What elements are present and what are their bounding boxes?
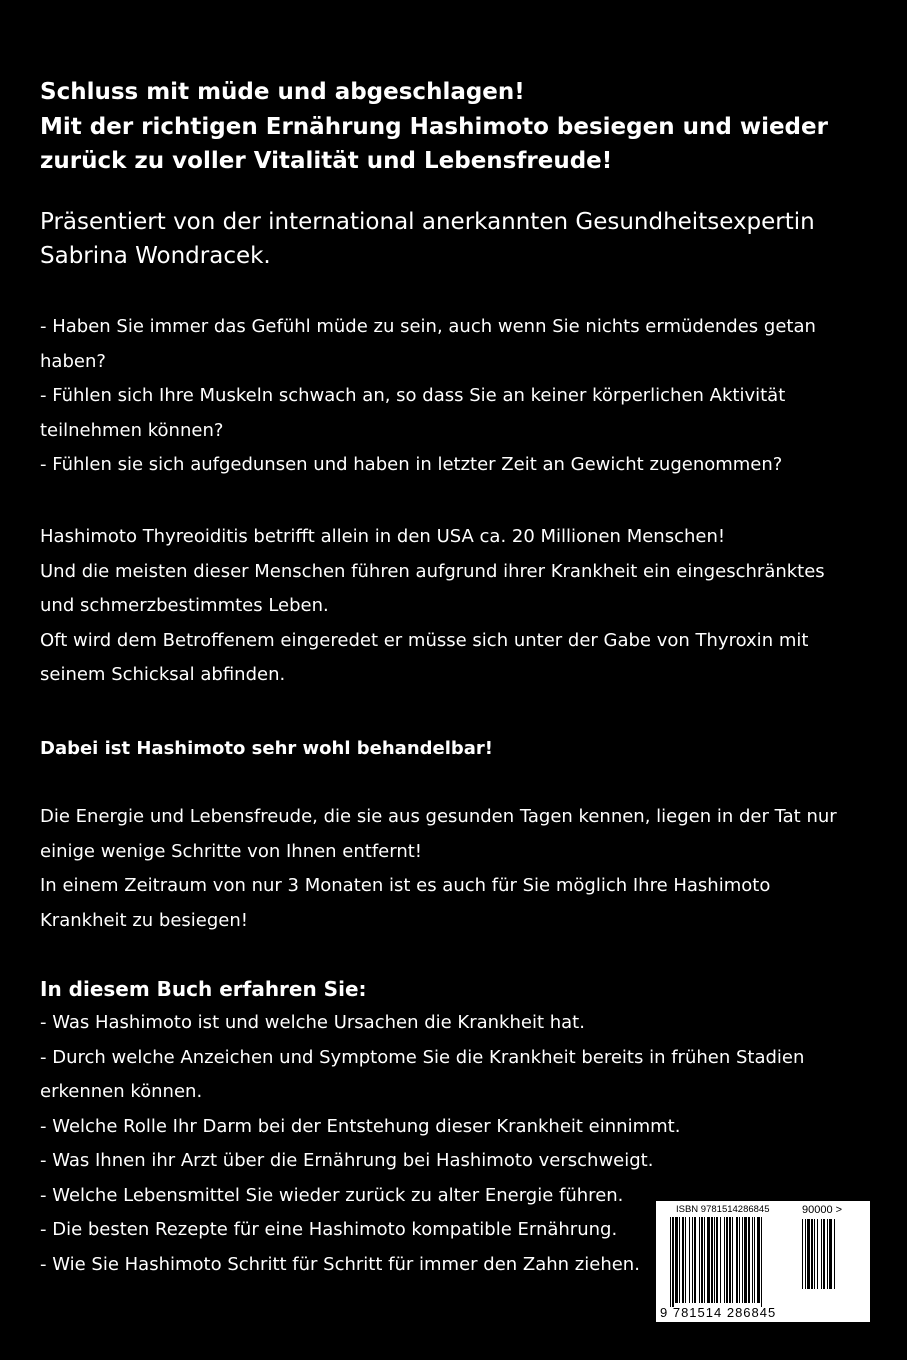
barcode-bar bbox=[807, 1219, 810, 1289]
barcode-bar bbox=[692, 1217, 693, 1303]
barcode-bar bbox=[817, 1219, 818, 1289]
barcode-bar bbox=[682, 1217, 684, 1303]
barcode-bar bbox=[701, 1217, 703, 1303]
question-line: - Fühlen sie sich aufgedunsen und haben in letzter Zeit an Gewicht zugenommen? bbox=[40, 454, 783, 475]
facts-line: seinem Schicksal abfinden. bbox=[40, 664, 286, 685]
barcode-bar bbox=[699, 1217, 700, 1303]
book-bullet: - Wie Sie Hashimoto Schritt für Schritt für immer den Zahn ziehen. bbox=[40, 1253, 640, 1275]
book-bullet: - Welche Lebensmittel Sie wieder zurück zu alter Energie führen. bbox=[40, 1184, 624, 1206]
facts-line: Oft wird dem Betroffenem eingeredet er müsse sich unter der Gabe von Thyroxin mit bbox=[40, 629, 809, 651]
barcode-bar bbox=[707, 1217, 710, 1303]
barcode-bar bbox=[716, 1217, 718, 1303]
facts-line: Hashimoto Thyreoiditis betrifft allein in den USA ca. 20 Millionen Menschen! bbox=[40, 526, 726, 547]
barcode-bar bbox=[720, 1217, 721, 1303]
facts bbox=[40, 520, 880, 693]
barcode-bar bbox=[821, 1219, 822, 1289]
barcode-bar bbox=[714, 1217, 715, 1303]
book-bullet: - Durch welche Anzeichen und Symptome Sie die Krankheit bereits in frühen Stadien bbox=[40, 1046, 805, 1068]
intro-line: Präsentiert von der international anerkannten Gesundheitsexpertin bbox=[40, 209, 815, 235]
barcode-bar bbox=[729, 1217, 731, 1303]
barcode-bar bbox=[726, 1217, 728, 1303]
book-bullet: - Welche Rolle Ihr Darm bei der Entstehung dieser Krankheit einnimmt. bbox=[40, 1115, 681, 1137]
book-heading: In diesem Buch erfahren Sie: bbox=[40, 977, 367, 1001]
barcode-bar bbox=[829, 1219, 832, 1289]
barcode-bar bbox=[754, 1217, 755, 1303]
barcode-bars bbox=[656, 1201, 870, 1322]
book-bullet: erkennen können. bbox=[40, 1081, 203, 1102]
barcode-bar bbox=[814, 1219, 815, 1289]
barcode-bar bbox=[757, 1217, 760, 1303]
barcode-bar bbox=[732, 1217, 733, 1303]
question-line: haben? bbox=[40, 350, 106, 372]
book-bullet: - Was Ihnen ihr Arzt über die Ernährung bei Hashimoto verschweigt. bbox=[40, 1150, 654, 1171]
barcode-bar bbox=[827, 1219, 828, 1289]
headline-line: Schluss mit müde und abgeschlagen! bbox=[40, 79, 525, 105]
barcode-bar bbox=[748, 1217, 750, 1303]
barcode-bar bbox=[744, 1217, 747, 1303]
barcode-digits: 9 781514 286845 bbox=[660, 1305, 777, 1320]
barcode-bar bbox=[742, 1217, 743, 1303]
isbn-label: ISBN 9781514286845 bbox=[676, 1204, 770, 1215]
headline-line: zurück zu voller Vitalität und Lebensfreude! bbox=[40, 148, 613, 174]
barcode-bar bbox=[704, 1217, 705, 1303]
treatable-statement bbox=[40, 732, 880, 766]
facts-line: und schmerzbestimmtes Leben. bbox=[40, 595, 329, 616]
barcode-bar bbox=[736, 1217, 738, 1303]
barcode-bar bbox=[672, 1217, 674, 1307]
price-code: 90000 > bbox=[802, 1204, 843, 1216]
barcode-bar bbox=[675, 1217, 678, 1303]
facts-line: Und die meisten dieser Menschen führen aufgrund ihrer Krankheit ein eingeschränktes bbox=[40, 560, 825, 582]
barcode-bar bbox=[694, 1217, 696, 1303]
question-line: teilnehmen können? bbox=[40, 419, 224, 441]
isbn-barcode bbox=[656, 1201, 870, 1322]
headline bbox=[40, 75, 880, 179]
energy-line: In einem Zeitraum von nur 3 Monaten ist es auch für Sie möglich Ihre Hashimoto bbox=[40, 875, 771, 896]
barcode-bar bbox=[811, 1219, 813, 1289]
book-bullet: - Was Hashimoto ist und welche Ursachen die Krankheit hat. bbox=[40, 1012, 585, 1033]
barcode-bar bbox=[711, 1217, 713, 1303]
headline-line: Mit der richtigen Ernährung Hashimoto besiegen und wieder bbox=[40, 113, 828, 140]
energy bbox=[40, 800, 880, 938]
energy-line: einige wenige Schritte von Ihnen entfernt! bbox=[40, 840, 423, 862]
barcode-bar bbox=[739, 1217, 740, 1303]
barcode-bar bbox=[805, 1219, 806, 1289]
energy-line: Krankheit zu besiegen! bbox=[40, 909, 248, 931]
treatable-line: Dabei ist Hashimoto sehr wohl behandelbar! bbox=[40, 738, 494, 759]
barcode-bar bbox=[724, 1217, 725, 1303]
intro-line: Sabrina Wondracek. bbox=[40, 243, 271, 269]
barcode-bar bbox=[823, 1219, 825, 1289]
question-line: - Haben Sie immer das Gefühl müde zu sein, auch wenn Sie nichts ermüdendes getan bbox=[40, 316, 816, 337]
questions bbox=[40, 310, 880, 483]
book-bullet: - Die besten Rezepte für eine Hashimoto kompatible Ernährung. bbox=[40, 1219, 618, 1240]
barcode-bar bbox=[834, 1219, 835, 1289]
barcode-bar bbox=[689, 1217, 690, 1303]
energy-line: Die Energie und Lebensfreude, die sie aus gesunden Tagen kennen, liegen in der Tat nur bbox=[40, 806, 837, 827]
barcode-bar bbox=[679, 1217, 680, 1303]
intro bbox=[40, 205, 880, 273]
barcode-bar bbox=[802, 1219, 803, 1289]
question-line: - Fühlen sich Ihre Muskeln schwach an, so dass Sie an keiner körperlichen Aktivität bbox=[40, 385, 786, 406]
barcode-bar bbox=[752, 1217, 753, 1303]
barcode-bar bbox=[685, 1217, 686, 1303]
barcode-bar bbox=[761, 1217, 762, 1307]
barcode-bar bbox=[670, 1217, 671, 1307]
